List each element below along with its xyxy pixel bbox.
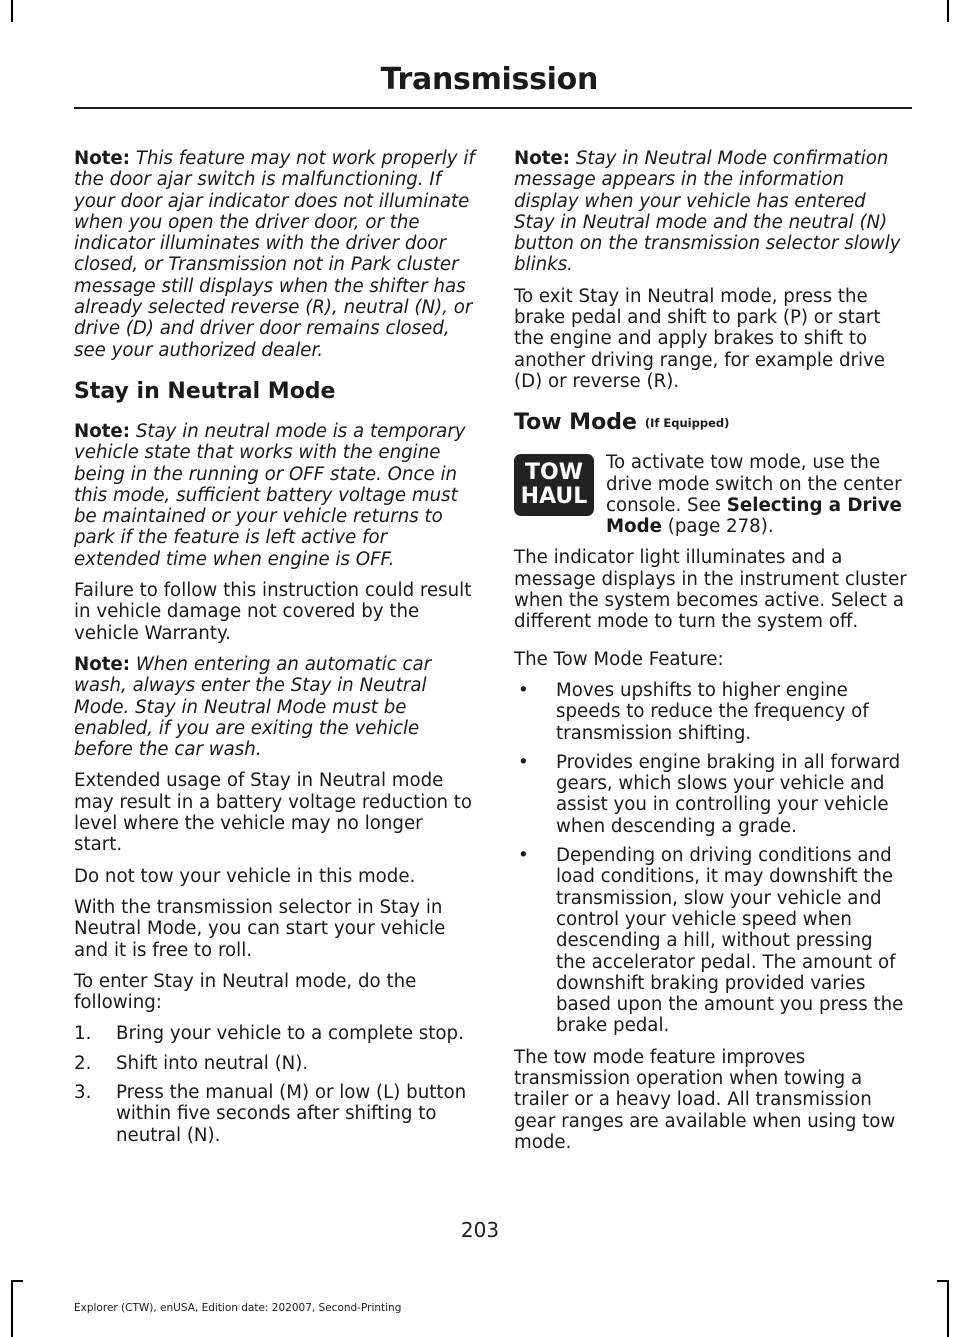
paragraph-do-not-tow: Do not tow your vehicle in this mode. bbox=[74, 865, 416, 887]
footer-edition: Explorer (CTW), enUSA, Edition date: 202007, Second-Printing bbox=[74, 1302, 402, 1314]
heading-text: Tow Mode bbox=[514, 410, 637, 436]
crop-mark-top-right bbox=[947, 0, 949, 22]
note-text: This feature may not work properly if the door ajar switch is malfunctioning. If your door ajar indicator does not illuminate when you open the driver door, or the indicator illuminates with the driver door closed, or Transmission not in Park cluster message still displays when the shifter has already selected reverse (R), neutral (N), or drive (D) and driver door remains closed, see your authorized dealer. bbox=[74, 148, 475, 361]
crop-mark-bottom-right bbox=[947, 1280, 949, 1337]
paragraph-tow-improves: The tow mode feature improves transmission operation when towing a trailer or a heavy load. All transmission gear ranges are available when using tow mode. bbox=[514, 1046, 896, 1153]
note-label: Note: bbox=[74, 653, 131, 675]
note-door-ajar bbox=[74, 148, 476, 361]
paragraph-free-to-roll: With the transmission selector in Stay in Neutral Mode, you can start your vehicle and it is free to roll. bbox=[74, 896, 446, 961]
step-text: Shift into neutral (N). bbox=[116, 1052, 309, 1074]
list-item bbox=[514, 752, 908, 837]
note-text: Stay in neutral mode is a temporary vehicle state that works with the engine being in the running or OFF state. Once in this mode, sufficient battery voltage must be maintained or your vehicle returns to park if the feature is left active for extended time when engine is OFF. bbox=[74, 420, 466, 570]
icon-line-1: TOW bbox=[525, 460, 583, 486]
step-number: 1. bbox=[74, 1023, 92, 1045]
list-item bbox=[74, 1053, 476, 1074]
paragraph-feature-intro: The Tow Mode Feature: bbox=[514, 648, 724, 670]
bullet-text: Provides engine braking in all forward gears, which slows your vehicle and assist you in controlling your vehicle when descending a grade. bbox=[556, 751, 901, 837]
right-column bbox=[514, 148, 908, 1163]
note-label: Note: bbox=[514, 148, 571, 169]
step-text: Press the manual (M) or low (L) button within five seconds after shifting to neutral (N). bbox=[116, 1081, 467, 1146]
steps-list bbox=[74, 1023, 476, 1145]
paragraph-exit-neutral: To exit Stay in Neutral mode, press the brake pedal and shift to park (P) or start the engine and apply brakes to shift to another driving range, for example drive (D) or reverse (R). bbox=[514, 285, 885, 392]
bullet: • bbox=[518, 679, 529, 701]
icon-line-2: HAUL bbox=[520, 484, 588, 510]
header-rule bbox=[74, 107, 912, 109]
note-text: When entering an automatic car wash, always enter the Stay in Neutral Mode. Stay in Neutral Mode must be enabled, if you are exiting the vehicle before the car wash. bbox=[74, 653, 432, 761]
list-item bbox=[514, 680, 908, 744]
list-item bbox=[74, 1023, 476, 1044]
paragraph-battery: Extended usage of Stay in Neutral mode may result in a battery voltage reduction to level where the vehicle may no longer start. bbox=[74, 770, 473, 856]
list-item bbox=[514, 845, 908, 1037]
crop-mark-bottom-right-h bbox=[937, 1280, 949, 1282]
bullet: • bbox=[518, 845, 529, 867]
feature-list bbox=[514, 680, 908, 1037]
cross-reference-link[interactable]: Selecting a Drive Mode bbox=[606, 494, 902, 538]
bullet-text: Moves upshifts to higher engine speeds to reduce the frequency of transmission shifting. bbox=[556, 679, 869, 744]
list-item bbox=[74, 1082, 476, 1146]
paragraph-enter-steps-intro: To enter Stay in Neutral mode, do the following: bbox=[74, 970, 417, 1014]
tow-haul-icon bbox=[514, 454, 594, 516]
note-temporary-state bbox=[74, 421, 476, 570]
text-post: (page 278). bbox=[661, 516, 774, 538]
note-text: Stay in Neutral Mode confirmation message appears in the information display when your vehicle has entered Stay in Neutral mode and the neutral (N) button on the transmission selector slowly blinks. bbox=[514, 148, 901, 276]
paragraph-warranty: Failure to follow this instruction could result in vehicle damage not covered by the vehicle Warranty. bbox=[74, 580, 472, 644]
note-confirmation-message bbox=[514, 148, 908, 276]
step-text: Bring your vehicle to a complete stop. bbox=[116, 1023, 464, 1045]
tow-activation-block bbox=[514, 452, 908, 537]
page-title: Transmission bbox=[380, 62, 598, 97]
paragraph-indicator: The indicator light illuminates and a message displays in the instrument cluster when the system becomes active. Select a different mode to turn the system off. bbox=[514, 547, 907, 633]
step-number: 2. bbox=[74, 1052, 92, 1074]
heading-tag: (If Equipped) bbox=[644, 416, 730, 431]
section-heading-stay-in-neutral: Stay in Neutral Mode bbox=[74, 378, 336, 404]
crop-mark-bottom-left bbox=[11, 1280, 13, 1337]
crop-mark-top-left bbox=[11, 0, 13, 22]
step-number: 3. bbox=[74, 1081, 92, 1103]
note-label: Note: bbox=[74, 148, 131, 169]
note-label: Note: bbox=[74, 420, 131, 442]
bullet-text: Depending on driving conditions and load conditions, it may downshift the transmission, slow your vehicle and control your vehicle speed when descending a hill, without pressing the accelerator pedal. The amount of downshift braking provided varies based upon the amount you press the brake pedal. bbox=[556, 845, 904, 1037]
left-column bbox=[74, 148, 476, 1156]
section-heading-tow-mode bbox=[514, 410, 908, 436]
page-number: 203 bbox=[460, 1218, 500, 1242]
note-car-wash bbox=[74, 654, 476, 760]
bullet: • bbox=[518, 751, 529, 773]
text-pre: To activate tow mode, use the drive mode switch on the center console. See bbox=[606, 452, 902, 516]
crop-mark-bottom-left-h bbox=[11, 1280, 23, 1282]
